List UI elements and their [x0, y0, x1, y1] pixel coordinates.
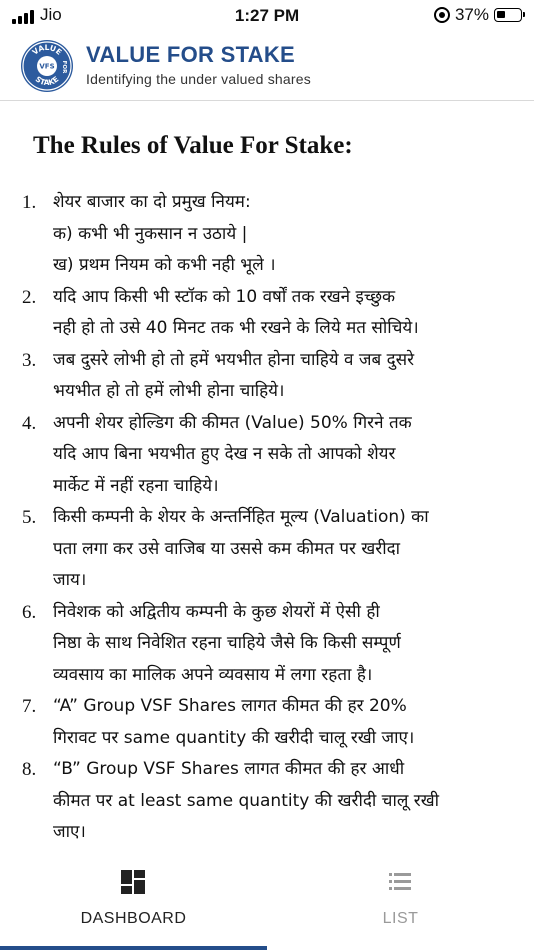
status-right [434, 5, 522, 25]
svg-text:VFS: VFS [39, 62, 55, 71]
list-icon [385, 868, 415, 896]
svg-text:VALUE: VALUE [30, 42, 64, 57]
rule-item [22, 502, 522, 597]
carrier-name: Jio [40, 5, 62, 24]
rule-number: 5. [22, 507, 37, 528]
rules-list [22, 187, 522, 846]
rule-item [22, 408, 522, 503]
status-bar [0, 0, 534, 34]
rule-line: जाय। [53, 570, 87, 590]
rule-item [22, 754, 522, 846]
rule-line: व्यवसाय का मालिक अपने व्यवसाय में लगा रहता है। [53, 664, 373, 685]
rule-line: “B” Group VSF Shares लागत कीमत की हर आधी [53, 759, 405, 779]
app-header [0, 34, 534, 101]
svg-text:STAKE: STAKE [33, 74, 61, 88]
rule-line: क) कभी भी नुकसान न उठाये | [53, 223, 248, 244]
svg-text:FOR: FOR [61, 60, 67, 74]
rule-text [53, 754, 522, 846]
rule-line: मार्केट में नहीं रहना चाहिये। [53, 475, 219, 496]
vfs-logo [21, 40, 73, 92]
clock: 1:27 PM [234, 6, 300, 25]
tab-dashboard[interactable] [0, 846, 267, 950]
rule-line: अपनी शेयर होल्डिग की कीमत (Value) 50% गिरने तक [53, 412, 412, 433]
rule-line: नही हो तो उसे 40 मिनट तक भी रखने के लिये मत सोचिये। [53, 318, 419, 338]
rule-line: शेयर बाजार का दो प्रमुख नियम: [53, 192, 251, 212]
rule-text [53, 345, 522, 408]
tab-dashboard-label: DASHBOARD [80, 910, 187, 927]
bottom-nav [0, 846, 534, 950]
rule-item [22, 282, 522, 345]
rule-text [53, 691, 522, 754]
rules-content[interactable] [0, 101, 534, 846]
rule-text [53, 187, 522, 282]
rule-number: 3. [22, 349, 37, 371]
rule-line: यदि आप बिना भयभीत हुए देख न सके तो आपको शेयर [53, 444, 396, 464]
battery-icon [494, 8, 522, 22]
rule-number: 8. [22, 759, 37, 780]
rule-line: पता लगा कर उसे वाजिब या उससे कम कीमत पर खरीदा [53, 538, 401, 559]
rule-line: गिरावट पर same quantity की खरीदी चालू रखी जाए। [53, 727, 415, 748]
app-subtitle: Identifying the under valued shares [86, 71, 311, 87]
battery-percent: 37% [454, 5, 489, 24]
tab-list[interactable] [267, 846, 534, 950]
rule-line: किसी कम्पनी के शेयर के अन्तर्निहित मूल्य (Valuation) का [53, 507, 429, 527]
rule-item [22, 691, 522, 754]
rule-line: यदि आप किसी भी स्टॉक को 10 वर्षों तक रखने इच्छुक [53, 286, 396, 307]
rules-title: The Rules of Value For Stake: [33, 132, 353, 159]
active-tab-indicator [0, 946, 267, 950]
app-title: VALUE FOR STAKE [86, 42, 296, 67]
rule-line: ख) प्रथम नियम को कभी नही भूले । [53, 255, 276, 275]
rule-number: 2. [22, 286, 37, 308]
rule-text [53, 282, 522, 345]
rule-line: कीमत पर at least same quantity की खरीदी चालू रखी [53, 790, 440, 811]
rule-line: भयभीत हो तो हमें लोभी होना चाहिये। [53, 381, 285, 401]
tab-list-label: LIST [382, 910, 419, 927]
rule-line: “A” Group VSF Shares लागत कीमत की हर 20% [53, 696, 407, 716]
rule-number: 7. [22, 696, 37, 717]
rule-item [22, 597, 522, 692]
rule-line: जाए। [53, 822, 86, 842]
rule-line: निष्ठा के साथ निवेशित रहना चाहिये जैसे कि किसी सम्पूर्ण [53, 633, 401, 653]
rule-text [53, 408, 522, 503]
dashboard-icon [118, 868, 148, 896]
rule-line: निवेशक को अद्वितीय कम्पनी के कुछ शेयरों में ऐसी ही [53, 601, 380, 622]
rule-item [22, 187, 522, 282]
rule-number: 6. [22, 601, 37, 623]
rule-number: 4. [22, 412, 37, 434]
rule-number: 1. [22, 192, 37, 213]
rule-text [53, 502, 522, 597]
rule-text [53, 597, 522, 692]
rule-line: जब दुसरे लोभी हो तो हमें भयभीत होना चाहिये व जब दुसरे [53, 349, 415, 370]
rotation-lock-icon [434, 7, 450, 23]
rule-item [22, 345, 522, 408]
